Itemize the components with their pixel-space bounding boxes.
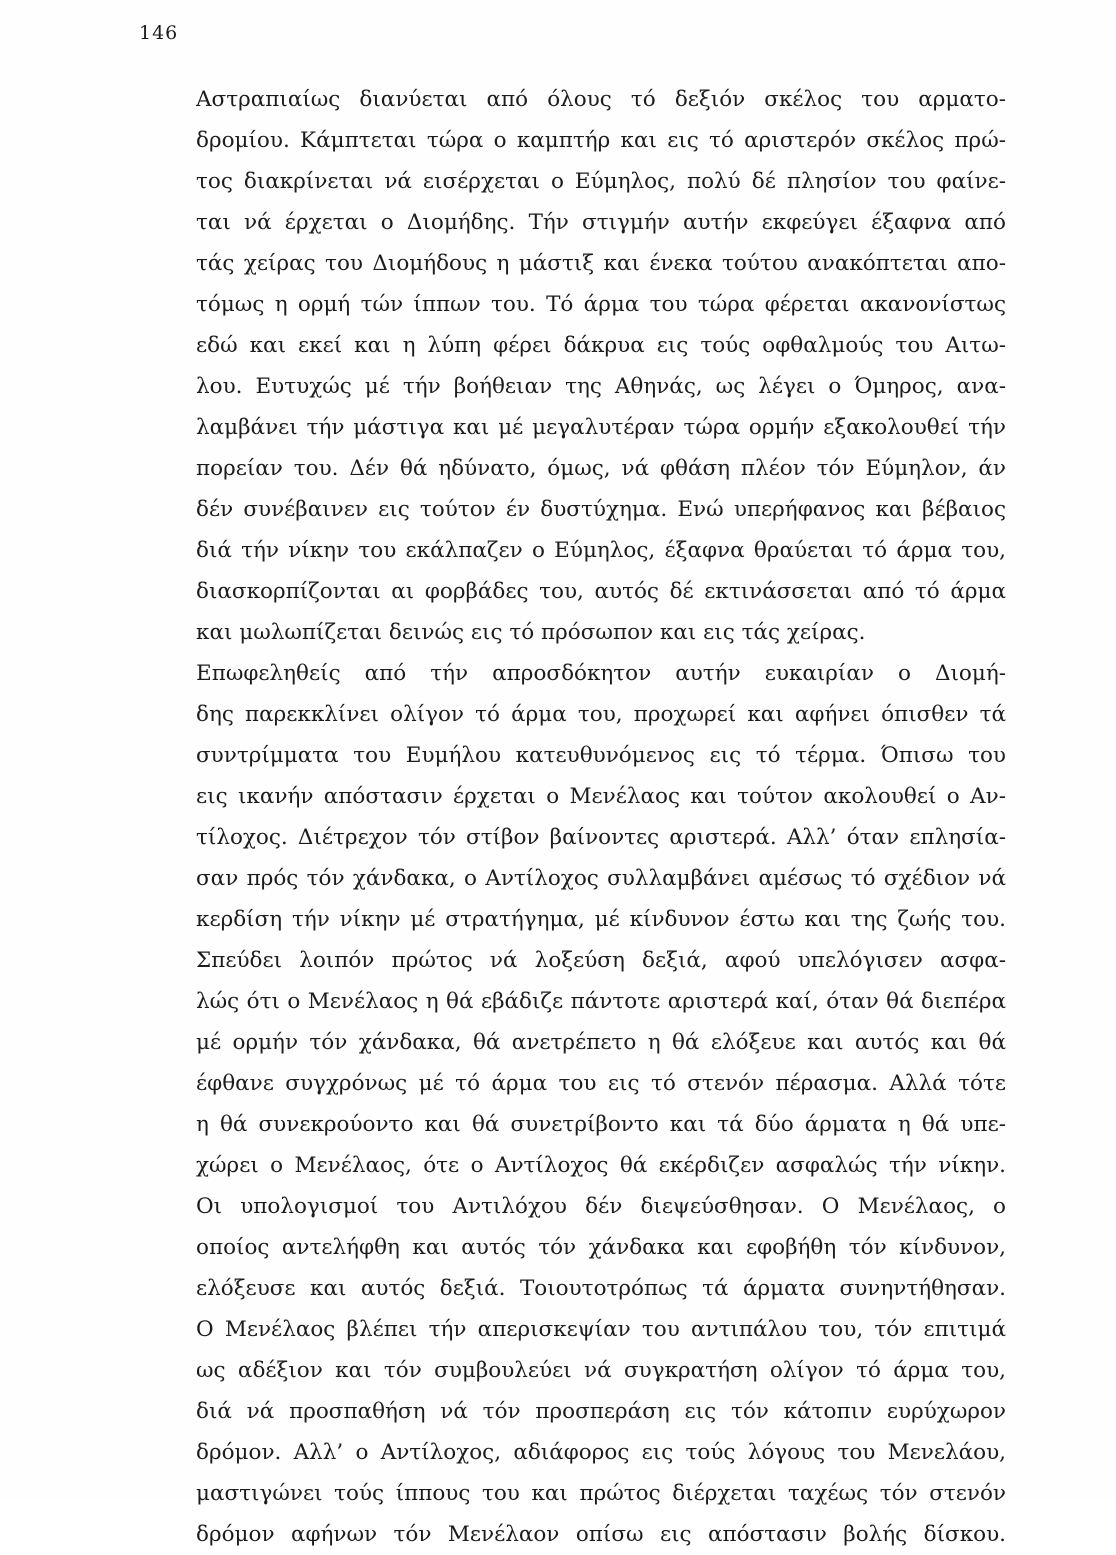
text-line: διασκορπίζονται αι φορβάδες του, αυτός δέ εκτινάσσεται από τό άρμα (196, 579, 1006, 604)
text-line: δρόμον. Αλλ’ ο Αντίλοχος, αδιάφορος εις τούς λόγους του Μενελάου, (196, 1440, 1006, 1465)
text-line: Επωφεληθείς από τήν απροσδόκητον αυτήν ευκαιρίαν ο Διομή- (196, 661, 1006, 686)
text-line: εις ικανήν απόστασιν έρχεται ο Μενέλαος και τούτον ακολουθεί ο Αν- (196, 784, 1006, 809)
text-line: η θά συνεκρούοντο και θά συνετρίβοντο και τά δύο άρματα η θά υπε- (196, 1112, 1006, 1137)
text-line: Σπεύδει λοιπόν πρώτος νά λοξεύση δεξιά, αφού υπελόγισεν ασφα- (196, 948, 1006, 973)
text-line: λώς ότι ο Μενέλαος η θά εβάδιζε πάντοτε αριστερά καί, όταν θά διεπέρα (196, 989, 1006, 1014)
text-line: έφθανε συγχρόνως μέ τό άρμα του εις τό στενόν πέρασμα. Αλλά τότε (196, 1071, 1006, 1096)
text-line: Οι υπολογισμοί του Αντιλόχου δέν διεψεύσθησαν. Ο Μενέλαος, ο (196, 1194, 1006, 1219)
text-line: σαν πρός τόν χάνδακα, ο Αντίλοχος συλλαμβάνει αμέσως τό σχέδιον νά (196, 866, 1006, 891)
text-line: τόμως η ορμή τών ίππων του. Τό άρμα του τώρα φέρεται ακανονίστως (196, 292, 1006, 317)
text-line: ως αδέξιον και τόν συμβουλεύει νά συγκρατήση ολίγον τό άρμα του, (196, 1358, 1006, 1383)
text-line: μέ ορμήν τόν χάνδακα, θά ανετρέπετο η θά ελόξευε και αυτός και θά (196, 1030, 1006, 1055)
text-line: διά νά προσπαθήση νά τόν προσπεράση εις τόν κάτοπιν ευρύχωρον (196, 1399, 1006, 1424)
text-line: εδώ και εκεί και η λύπη φέρει δάκρυα εις τούς οφθαλμούς του Αιτω- (196, 333, 1006, 358)
text-line: λου. Ευτυχώς μέ τήν βοήθειαν της Αθηνάς, ως λέγει ο Όμηρος, ανα- (196, 374, 1006, 399)
text-line: δρόμον αφήνων τόν Μενέλαον οπίσω εις απόστασιν βολής δίσκου. (196, 1522, 1006, 1547)
text-line: τίλοχος. Διέτρεχον τόν στίβον βαίνοντες αριστερά. Αλλ’ όταν επλησία- (196, 825, 1006, 850)
text-line: πορείαν του. Δέν θά ηδύνατο, όμως, νά φθάση πλέον τόν Εύμηλον, άν (196, 456, 1006, 481)
text-line: οποίος αντελήφθη και αυτός τόν χάνδακα και εφοβήθη τόν κίνδυνον, (196, 1235, 1006, 1260)
text-line: κερδίση τήν νίκην μέ στρατήγημα, μέ κίνδυνον έστω και της ζωής του. (196, 907, 1006, 932)
text-line: ται νά έρχεται ο Διομήδης. Τήν στιγμήν αυτήν εκφεύγει έξαφνα από (196, 210, 1006, 235)
text-line: δέν συνέβαινεν εις τούτον έν δυστύχημα. Ενώ υπερήφανος και βέβαιος (196, 497, 1006, 522)
text-line: ελόξευσε και αυτός δεξιά. Τοιουτοτρόπως τά άρματα συνηντήθησαν. (196, 1276, 1006, 1301)
text-line: Ο Μενέλαος βλέπει τήν απερισκεψίαν του αντιπάλου του, τόν επιτιμά (196, 1317, 1006, 1342)
text-line: τάς χείρας του Διομήδους η μάστιξ και ένεκα τούτου ανακόπτεται απο- (196, 251, 1006, 276)
text-line: και μωλωπίζεται δεινώς εις τό πρόσωπον και εις τάς χείρας. (196, 620, 866, 645)
text-line: Αστραπιαίως διανύεται από όλους τό δεξιόν σκέλος του αρματο- (196, 87, 1006, 112)
text-line: λαμβάνει τήν μάστιγα και μέ μεγαλυτέραν τώρα ορμήν εξακολουθεί τήν (196, 415, 1006, 440)
text-line: τος διακρίνεται νά εισέρχεται ο Εύμηλος, πολύ δέ πλησίον του φαίνε- (196, 169, 1006, 194)
text-line: δης παρεκκλίνει ολίγον τό άρμα του, προχωρεί και αφήνει όπισθεν τά (196, 702, 1006, 727)
text-line: χώρει ο Μενέλαος, ότε ο Αντίλοχος θά εκέρδιζεν ασφαλώς τήν νίκην. (196, 1153, 1006, 1178)
page-number: 146 (139, 22, 179, 44)
text-line: διά τήν νίκην του εκάλπαζεν ο Εύμηλος, έξαφνα θραύεται τό άρμα του, (196, 538, 1006, 563)
text-line: δρομίου. Κάμπτεται τώρα ο καμπτήρ και εις τό αριστερόν σκέλος πρώ- (196, 128, 1006, 153)
body-text (196, 79, 1006, 1555)
text-line: συντρίμματα του Ευμήλου κατευθυνόμενος εις τό τέρμα. Όπισω του (196, 743, 1006, 768)
text-line: μαστιγώνει τούς ίππους του και πρώτος διέρχεται ταχέως τόν στενόν (196, 1481, 1006, 1506)
